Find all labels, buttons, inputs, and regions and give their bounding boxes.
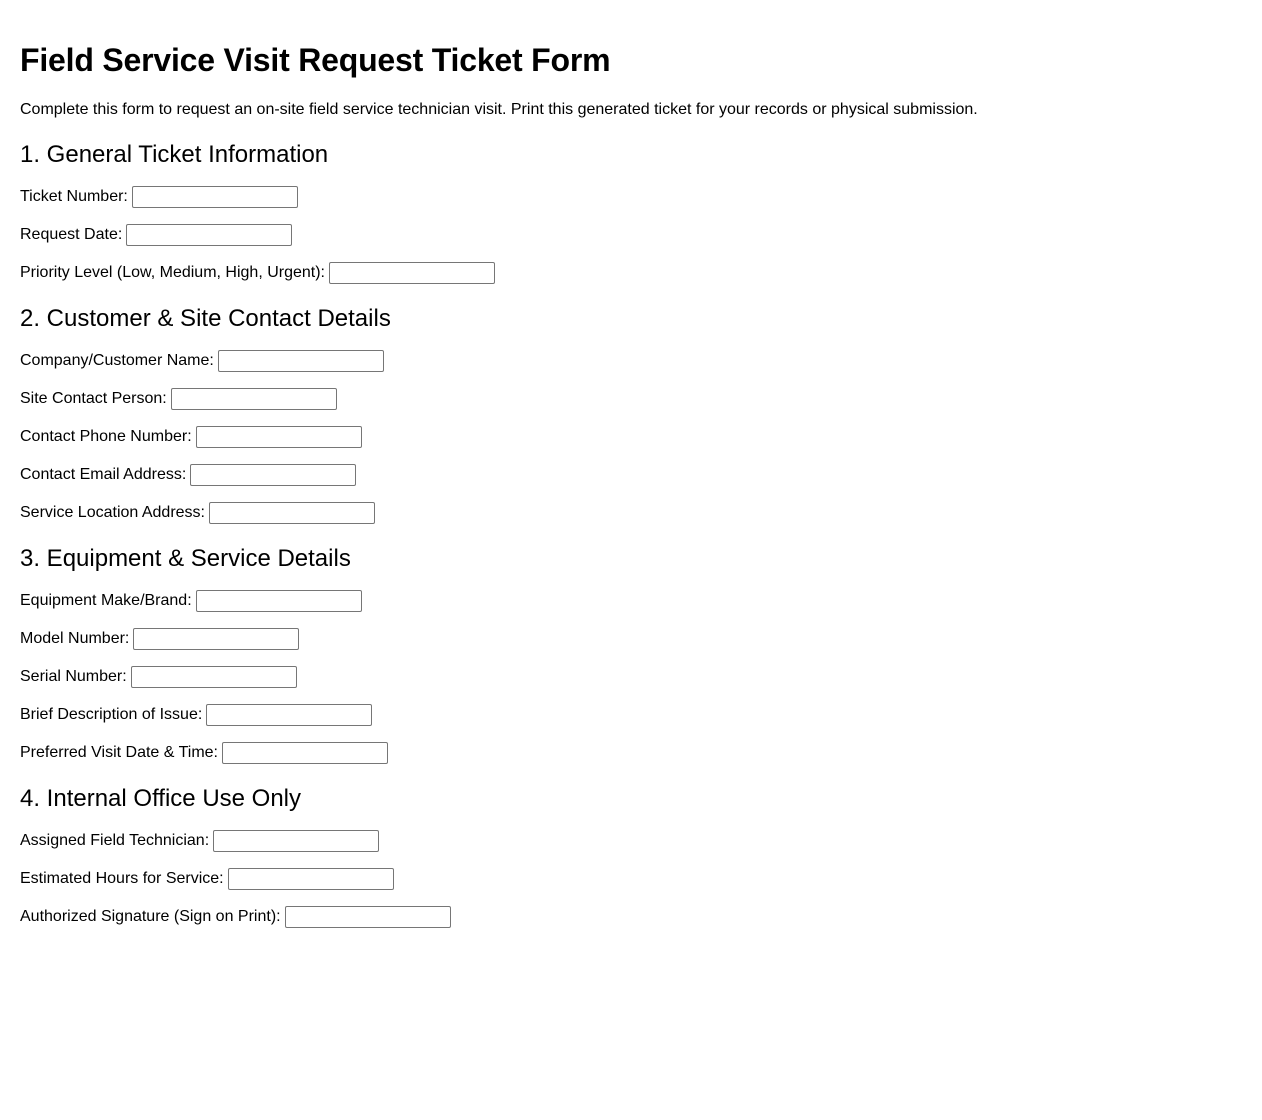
field-row-estimated-hours [20,868,1242,890]
section-heading: 2. Customer & Site Contact Details [20,305,391,332]
section-internal-office-use [20,784,1242,928]
request-date-input[interactable] [126,224,292,246]
page-title: Field Service Visit Request Ticket Form [20,42,611,78]
field-row-contact-email [20,464,1242,486]
estimated-hours-label: Estimated Hours for Service: [20,870,224,887]
ticket-number-label: Ticket Number: [20,188,128,205]
section-heading: 3. Equipment & Service Details [20,545,351,572]
field-row-authorized-signature [20,906,1242,928]
contact-phone-input[interactable] [196,426,362,448]
field-row-service-location [20,502,1242,524]
service-location-input[interactable] [209,502,375,524]
serial-number-label: Serial Number: [20,668,127,685]
model-number-input[interactable] [133,628,299,650]
authorized-signature-input[interactable] [285,906,451,928]
company-name-label: Company/Customer Name: [20,352,214,369]
field-row-assigned-technician [20,830,1242,852]
field-row-issue-description [20,704,1242,726]
contact-email-input[interactable] [190,464,356,486]
assigned-technician-input[interactable] [213,830,379,852]
ticket-number-input[interactable] [132,186,298,208]
preferred-visit-input[interactable] [222,742,388,764]
issue-description-input[interactable] [206,704,372,726]
site-contact-person-label: Site Contact Person: [20,390,167,407]
service-location-label: Service Location Address: [20,504,205,521]
site-contact-person-input[interactable] [171,388,337,410]
field-row-equipment-make [20,590,1242,612]
estimated-hours-input[interactable] [228,868,394,890]
priority-level-input[interactable] [329,262,495,284]
section-equipment-service-details [20,544,1242,764]
issue-description-label: Brief Description of Issue: [20,706,203,723]
section-customer-site-contact [20,304,1242,524]
field-row-site-contact-person [20,388,1242,410]
priority-level-label: Priority Level (Low, Medium, High, Urgent): [20,264,325,281]
model-number-label: Model Number: [20,630,130,647]
contact-phone-label: Contact Phone Number: [20,428,192,445]
assigned-technician-label: Assigned Field Technician: [20,832,210,849]
company-name-input[interactable] [218,350,384,372]
field-row-company-name [20,350,1242,372]
contact-email-label: Contact Email Address: [20,466,187,483]
section-heading: 1. General Ticket Information [20,141,329,168]
field-row-preferred-visit [20,742,1242,764]
intro-text: Complete this form to request an on-site field service technician visit. Print this generated ticket for your records or physical submission. [20,101,978,118]
field-row-model-number [20,628,1242,650]
field-row-priority-level [20,262,1242,284]
equipment-make-input[interactable] [196,590,362,612]
field-row-ticket-number [20,186,1242,208]
preferred-visit-label: Preferred Visit Date & Time: [20,744,218,761]
serial-number-input[interactable] [131,666,297,688]
section-general-ticket-information [20,140,1242,284]
field-row-request-date [20,224,1242,246]
field-row-contact-phone [20,426,1242,448]
section-heading: 4. Internal Office Use Only [20,785,302,812]
equipment-make-label: Equipment Make/Brand: [20,592,192,609]
request-date-label: Request Date: [20,226,123,243]
authorized-signature-label: Authorized Signature (Sign on Print): [20,908,281,925]
field-row-serial-number [20,666,1242,688]
